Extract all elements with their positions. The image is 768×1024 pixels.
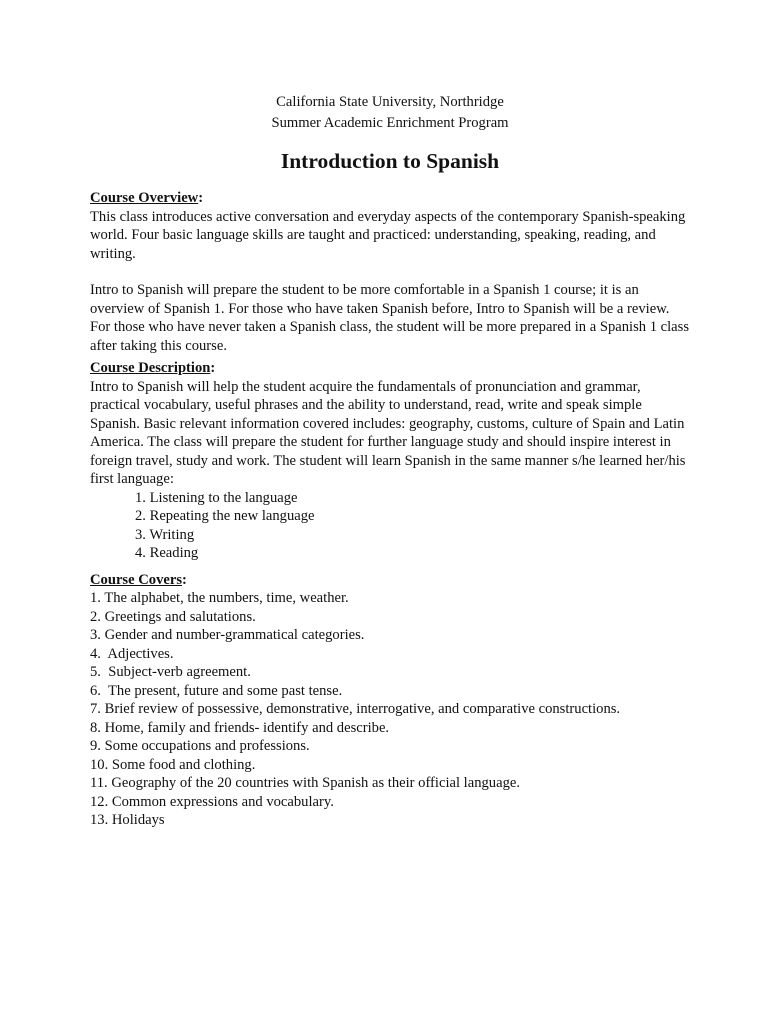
course-overview-paragraph-2: Intro to Spanish will prepare the student to be more comfortable in a Spanish 1 course; it is an overview of Spanish 1. For those who have taken Spanish before, Intro to Spanish will be a review. For those who have never taken a Spanish class, the student will be more prepared in a Spanish 1 class after taking this course. — [90, 282, 690, 354]
course-description-heading — [90, 359, 690, 378]
list-item: 13. Holidays — [90, 812, 165, 828]
course-covers-heading-colon: : — [182, 571, 187, 588]
course-description-section — [90, 359, 690, 563]
course-description-heading-colon: : — [210, 360, 216, 376]
list-item: 7. Brief review of possessive, demonstrative, interrogative, and comparative constructions. — [90, 701, 621, 717]
list-item: 6. The present, future and some past tense. — [90, 682, 343, 699]
university-name: California State University, Northridge — [276, 94, 504, 110]
program-name: Summer Academic Enrichment Program — [271, 115, 509, 131]
course-description-paragraph: Intro to Spanish will help the student acquire the fundamentals of pronunciation and grammar, practical vocabulary, useful phrases and the ability to understand, read, write and speak simple Spanish. Basic relevant information covered includes: geography, customs, culture of Spain and Latin America. The class will prepare the student for further language study and should inspire interest in foreign travel, study and work. The student will learn Spanish in the same manner s/he learned her/his first language: — [90, 378, 686, 487]
list-item: 1. Listening to the language — [135, 489, 298, 506]
course-covers-heading — [90, 571, 690, 590]
list-item: 8. Home, family and friends- identify and describe. — [90, 719, 390, 736]
list-item: 5. Subject-verb agreement. — [90, 664, 251, 680]
course-overview-paragraph-1: This class introduces active conversation and everyday aspects of the contemporary Spanish-speaking world. Four basic language skills are taught and practiced: understanding, speaking, reading, and writing. — [90, 208, 686, 262]
course-covers-section — [90, 571, 690, 830]
list-item: 12. Common expressions and vocabulary. — [90, 793, 334, 810]
course-covers-list — [90, 589, 690, 830]
list-item: 2. Repeating the new language — [135, 508, 315, 524]
course-overview-section — [90, 189, 690, 355]
course-overview-heading-colon: : — [198, 190, 204, 206]
list-item: 3. Writing — [135, 526, 195, 543]
document-title: Introduction to Spanish — [280, 149, 500, 173]
document-page — [90, 92, 690, 830]
list-item: 1. The alphabet, the numbers, time, weather. — [90, 590, 349, 606]
list-item: 3. Gender and number-grammatical categories. — [90, 627, 365, 643]
list-item: 4. Adjectives. — [90, 645, 174, 662]
course-description-heading-text: Course Description — [90, 360, 211, 376]
list-item: 11. Geography of the 20 countries with Spanish as their official language. — [90, 775, 521, 791]
list-item: 4. Reading — [135, 545, 199, 561]
course-overview-heading-text: Course Overview — [90, 190, 199, 206]
list-item: 9. Some occupations and professions. — [90, 738, 310, 754]
course-overview-heading — [90, 189, 690, 208]
list-item: 2. Greetings and salutations. — [90, 608, 256, 625]
course-covers-heading-text: Course Covers — [90, 571, 183, 588]
list-item: 10. Some food and clothing. — [90, 756, 256, 773]
learning-steps-list — [90, 489, 690, 563]
